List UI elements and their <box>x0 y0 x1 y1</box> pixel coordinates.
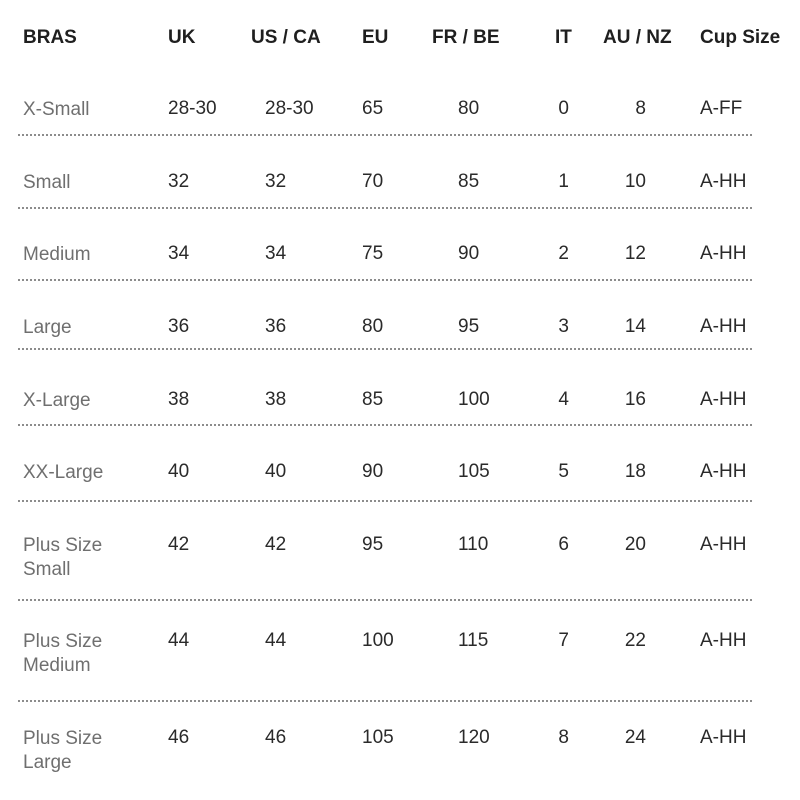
size-name: X-Large <box>23 390 91 411</box>
au-nz-value: 14 <box>624 316 646 337</box>
eu-value: 75 <box>362 243 384 264</box>
us-ca-value: 44 <box>265 630 287 651</box>
header-us-ca: US / CA <box>251 27 321 48</box>
eu-value: 90 <box>362 461 384 482</box>
fr-be-value: 90 <box>458 243 480 264</box>
uk-value: 38 <box>168 389 190 410</box>
us-ca-value: 40 <box>265 461 287 482</box>
fr-be-value: 120 <box>458 727 490 748</box>
size-name: Plus Size Large <box>23 728 103 773</box>
us-ca-value: 32 <box>265 171 287 192</box>
eu-value: 80 <box>362 316 384 337</box>
fr-be-value: 100 <box>458 389 490 410</box>
size-name: Plus Size Medium <box>23 631 103 676</box>
eu-value: 65 <box>362 98 384 119</box>
cup-size-value: A-HH <box>700 534 747 555</box>
it-value: 6 <box>558 534 569 555</box>
cup-size-value: A-HH <box>700 243 747 264</box>
au-nz-value: 10 <box>624 171 646 192</box>
us-ca-value: 36 <box>265 316 287 337</box>
cup-size-value: A-FF <box>700 98 743 119</box>
uk-value: 42 <box>168 534 190 555</box>
row-divider <box>18 134 752 136</box>
it-value: 7 <box>558 630 569 651</box>
us-ca-value: 28-30 <box>265 98 314 119</box>
size-name: Small <box>23 172 71 193</box>
fr-be-value: 105 <box>458 461 490 482</box>
it-value: 4 <box>558 389 569 410</box>
cup-size-value: A-HH <box>700 171 747 192</box>
au-nz-value: 22 <box>624 630 646 651</box>
row-divider <box>18 207 752 209</box>
fr-be-value: 110 <box>458 534 489 555</box>
fr-be-value: 80 <box>458 98 480 119</box>
it-value: 1 <box>558 171 569 192</box>
table-header <box>0 27 800 53</box>
row-divider <box>18 348 752 350</box>
au-nz-value: 18 <box>624 461 646 482</box>
it-value: 2 <box>558 243 569 264</box>
header-fr-be: FR / BE <box>432 27 500 48</box>
fr-be-value: 85 <box>458 171 480 192</box>
au-nz-value: 8 <box>635 98 646 119</box>
header-eu: EU <box>362 27 389 48</box>
row-divider <box>18 424 752 426</box>
us-ca-value: 46 <box>265 727 287 748</box>
it-value: 5 <box>558 461 569 482</box>
row-divider <box>18 500 752 502</box>
au-nz-value: 20 <box>624 534 646 555</box>
cup-size-value: A-HH <box>700 630 747 651</box>
header-cup-size: Cup Size <box>700 27 781 48</box>
us-ca-value: 42 <box>265 534 287 555</box>
eu-value: 95 <box>362 534 384 555</box>
row-divider <box>18 279 752 281</box>
header-it: IT <box>555 27 572 48</box>
eu-value: 105 <box>362 727 394 748</box>
us-ca-value: 38 <box>265 389 287 410</box>
it-value: 8 <box>558 727 569 748</box>
uk-value: 46 <box>168 727 190 748</box>
it-value: 3 <box>558 316 569 337</box>
fr-be-value: 115 <box>458 630 489 651</box>
size-name: Plus Size Small <box>23 535 103 580</box>
eu-value: 70 <box>362 171 384 192</box>
au-nz-value: 24 <box>624 727 646 748</box>
cup-size-value: A-HH <box>700 389 747 410</box>
uk-value: 32 <box>168 171 190 192</box>
size-name: Large <box>23 317 72 338</box>
eu-value: 85 <box>362 389 384 410</box>
size-name: X-Small <box>23 99 90 120</box>
au-nz-value: 12 <box>624 243 646 264</box>
header-uk: UK <box>168 27 196 48</box>
cup-size-value: A-HH <box>700 727 747 748</box>
uk-value: 36 <box>168 316 190 337</box>
cup-size-value: A-HH <box>700 461 747 482</box>
row-divider <box>18 700 752 702</box>
uk-value: 34 <box>168 243 190 264</box>
eu-value: 100 <box>362 630 394 651</box>
size-name: Medium <box>23 244 91 265</box>
header-au-nz: AU / NZ <box>603 27 672 48</box>
fr-be-value: 95 <box>458 316 480 337</box>
it-value: 0 <box>558 98 569 119</box>
cup-size-value: A-HH <box>700 316 747 337</box>
us-ca-value: 34 <box>265 243 287 264</box>
uk-value: 28-30 <box>168 98 217 119</box>
au-nz-value: 16 <box>624 389 646 410</box>
uk-value: 40 <box>168 461 190 482</box>
header-bras: BRAS <box>23 27 77 48</box>
uk-value: 44 <box>168 630 190 651</box>
size-name: XX-Large <box>23 462 104 483</box>
row-divider <box>18 599 752 601</box>
